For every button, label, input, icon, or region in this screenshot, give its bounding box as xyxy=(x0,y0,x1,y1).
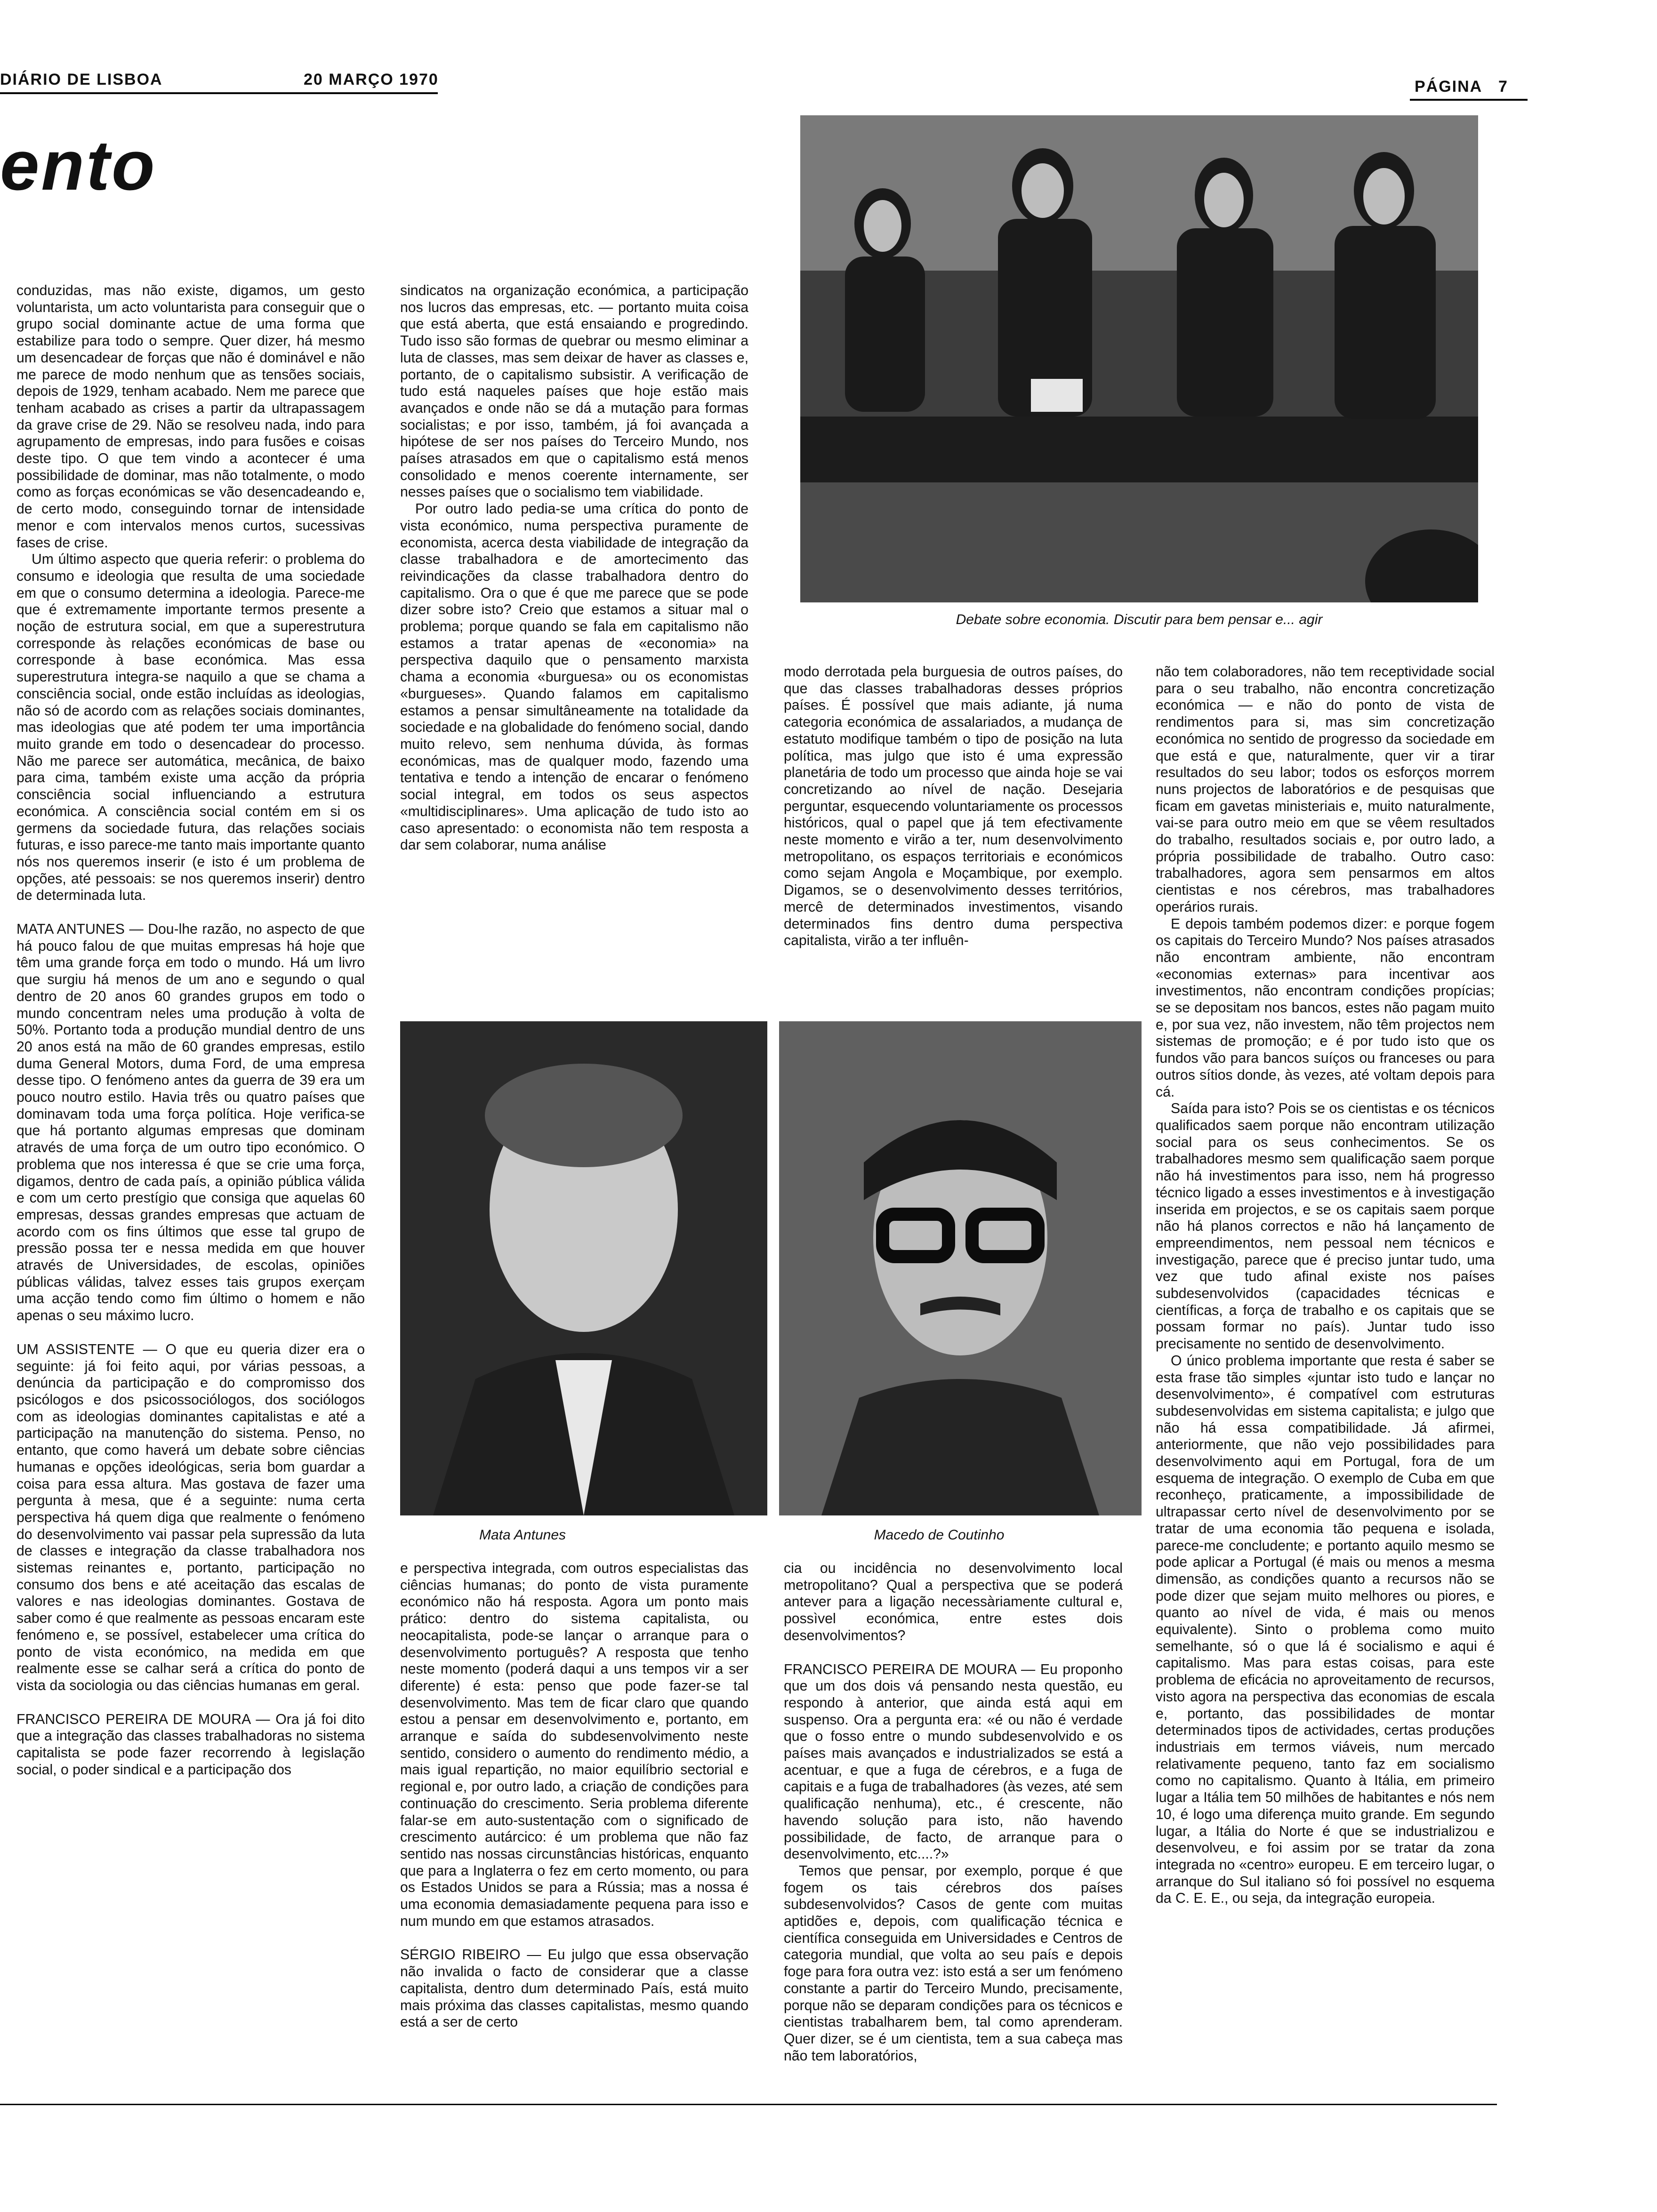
col4-paragraph: O único problema importante que resta é saber se esta frase tão simples «juntar isto tudo e lançar no desenvolvimento», é compatível com estruturas subdesenvolvidas em sistema capitalista; e julgo que não há essa compatibilidade. Já afirmei, anteriormente, que não vejo possibilidades para desenvolvimento aqui em Portugal, fora de um esquema de integração. O exemplo de Cuba em que reconheço, praticamente, a impossibilidade de ultrapassar certo nível de desenvolvimento por se tratar de uma economia tão pequena e isolada, parece-me concludente; e portanto aquilo mesmo se pode aplicar a Portugal (é mais ou menos a mesma dimensão, as condições quanto a recursos não se pode dizer que sejam muito melhores ou piores, e quanto ao nível de vida, é mais ou menos equivalente). Sinto o problema como muito semelhante, só o que lá é socialismo e aqui é capitalismo. Mas para estas coisas, para este problema de eficácia no aproveitamento de recursos, visto agora na perspectiva das economias de escala e, portanto, das possibilidades de montar determinados tipos de actividades, certas produções industriais em termos viáveis, num mercado relativamente pequeno, tanto faz em socialismo como no capitalismo. Quanto à Itália, em primeiro lugar a Itália tem 50 milhões de habitantes e nós nem 10, é logo uma diferença muito grande. Em segundo lugar, a Itália do Norte é que se industrializou e desenvolveu, e foi assim por se tratar da zona integrada no «centro» europeu. E em terceiro lugar, o arranque do Sul italiano só foi possível no esquema da C. E. E., ou seja, da integração europeia. xyxy=(1156,1353,1495,1907)
column-1 xyxy=(16,282,365,2090)
issue-date: 20 MARÇO 1970 xyxy=(304,71,439,88)
column-2-top xyxy=(400,282,748,1017)
column-3-top xyxy=(784,664,1123,1017)
col2-paragraph: sindicatos na organização económica, a participação nos lucros das empresas, etc. — portanto muita coisa que está aberta, que está ensaiando e progredindo. Tudo isso são formas de quebrar ou mesmo eliminar a luta de classes, mas sem deixar de haver as classes e, portanto, de o capitalismo subsistir. A verificação de tudo está naqueles países que hoje estão mais avançados e onde não se dá a mutação para formas socialistas; e por isso, também, já foi avançada a hipótese de ser nos países do Terceiro Mundo, nos países atrasados em que o capitalismo está menos consolidado e menos coerente internamente, ser nesses países que o socialismo tem viabilidade. xyxy=(400,283,748,500)
headline-fragment: ento xyxy=(0,126,157,205)
debate-photo xyxy=(800,115,1478,602)
col1-speaker-mata-antunes: MATA ANTUNES — Dou-lhe razão, no aspecto de que há pouco falou de que muitas empresas há hoje que têm uma grande força em todo o mundo. Há um livro que surgiu há menos de um ano e segundo o qual dentro de 20 anos 60 grandes grupos em todo o mundo concentram neles uma produção à volta de 50%. Portanto toda a produção mundial dentro de uns 20 anos está na mão de 60 grandes empresas, estilo duma General Motors, duma Ford, de uma empresa desse tipo. O fenómeno antes da guerra de 39 era um pouco noutro estilo. Havia três ou quatro países que dominavam toda uma força política. Hoje verifica-se que há portanto algumas empresas que dominam através de uma força de um outro tipo económico. O problema que nos interessa é que se crie uma força, digamos, dentro de cada país, a opinião pública válida e com um certo prestígio que consiga que aquelas 60 empresas, dessas grandes empresas que actuam de acordo com os fins últimos que esse tal grupo de pressão possa ter e nessa medida em que houver através de Universidades, de escolas, opiniões públicas válidas, talvez esses tais grupos exerçam uma acção tendo como fim último o homem e não apenas o seu máximo lucro. xyxy=(16,922,365,1324)
right-portrait-caption: Macedo de Coutinho xyxy=(874,1527,1005,1543)
header-rule-right xyxy=(1410,99,1528,101)
col3-speaker-pereira-de-moura: FRANCISCO PEREIRA DE MOURA — Eu proponho que um dos dois vá pensando nesta questão, eu respondo à anterior, que ainda está aqui em suspenso. Ora a pergunta era: «é ou não é verdade que o fosso entre o mundo subdesenvolvido e os países mais avançados e industrializados se está a acentuar, e que a fuga de cérebros, e a fuga de capitais e a fuga de trabalhadores (às vezes, até sem qualificação nenhuma), etc., é crescente, não havendo solução para isto, não havendo possibilidade, de facto, de arranque para o desenvolvimento, etc....?» xyxy=(784,1661,1123,1862)
top-photo-caption: Debate sobre economia. Discutir para bem pensar e... agir xyxy=(956,612,1323,627)
col2-paragraph: Por outro lado pedia-se uma crítica do ponto de vista económico, numa perspectiva puramente de economista, acerca desta viabilidade de integração da classe trabalhadora e de amortecimento das reivindicações da classe trabalhadora dentro do capitalismo. Ora o que é que me parece que se pode dizer sobre isto? Creio que estamos a situar mal o problema; porque quando se fala em capitalismo não estamos a tratar apenas de «economia» na perspectiva daquilo que o pensamento marxista chama a economia «burguesa» ou os economistas «burgueses». Quando falamos em capitalismo estamos a pensar simultâneamente na totalidade da sociedade e na globalidade do fenómeno social, dando muito relevo, sem nenhuma dúvida, às formas económicas, mas de qualquer modo, fazendo uma tentativa e tendo a intenção de encarar o fenómeno social integral, em todos os seus aspectos «multidisciplinares». Uma aplicação de tudo isto ao caso apresentado: o economista não tem resposta a dar sem colaborar, numa análise xyxy=(400,501,748,853)
column-4 xyxy=(1156,664,1495,2094)
col4-paragraph: Saída para isto? Pois se os cientistas e os técnicos qualificados saem porque não encontram utilização social para os seus conhecimentos. Se os trabalhadores mesmo sem qualificação saem porque não há investimentos para isso, nem há progresso técnico ligado a esses investimentos e à investigação inserida em projectos, e se os capitais saem porque não há planos correctos e não há lançamento de empreendimentos, nem pessoal nem técnicos e investigação, parece que é preciso juntar tudo, uma vez que tudo afinal existe nos países subdesenvolvidos (capacidades técnicas e científicas, a força de trabalho e os capitais que se possam formar no país). Juntar tudo isso precisamente no sentido de desenvolvimento. xyxy=(1156,1101,1495,1352)
col2-bottom-paragraph: e perspectiva integrada, com outros especialistas das ciências humanas; do ponto de vista puramente económico não há resposta. Agora um ponto mais prático: dentro do sistema capitalista, ou neocapitalista, pode-se lançar o arranque para o desenvolvimento português? A resposta que tenho neste momento (poderá daqui a uns tempos vir a ser diferente) é esta: penso que pode fazer-se tal desenvolvimento. Mas tem de ficar claro que quando estou a pensar em desenvolvimento e, portanto, em arranque e saída do subdesenvolvimento neste sentido, considero o aumento do rendimento médio, a mais igual repartição, no maior equilíbrio sectorial e regional e, por outro lado, a criação de condições para continuação do crescimento. Seria problema diferente falar-se em auto-sustentação com o significado de crescimento autárcico: é um problema que não faz sentido nas nossas circunstâncias históricas, enquanto que para a Inglaterra o fez em certo momento, ou para os Estados Unidos se para a Rússia; mas a nossa é uma economia demasiadamente pequena para isso e num mundo em que estamos atrasados. xyxy=(400,1561,748,1929)
column-3-bottom xyxy=(784,1560,1123,2097)
portrait-illustration xyxy=(400,1021,767,1515)
portrait-illustration xyxy=(779,1021,1142,1515)
col2-speaker-sergio-ribeiro: SÉRGIO RIBEIRO — Eu julgo que essa observação não invalida o facto de considerar que a classe capitalista, dentro dum determinado País, está muito mais próxima das classes capitalistas, mesmo quando está a ser de certo xyxy=(400,1947,748,2030)
left-portrait-caption: Mata Antunes xyxy=(479,1527,566,1543)
newspaper-name: DIÁRIO DE LISBOA xyxy=(0,71,163,88)
col3-bottom-paragraph: Temos que pensar, por exemplo, porque é que fogem os tais cérebros dos países subdesenvolvidos? Casos de gente com muitas aptidões e, depois, com qualificação técnica e científica conseguida em Universidades e Centros de categoria mundial, que volta ao seu país e depois foge para fora outra vez: isto está a ser um fenómeno constante a partir do Terceiro Mundo, precisamente, porque não se deparam condições para os técnicos e cientistas trabalharem bem, tal como aprenderam. Quer dizer, se é um cientista, tem a sua cabeça mas não tem laboratórios, xyxy=(784,1863,1123,2064)
col1-paragraph: Um último aspecto que queria referir: o problema do consumo e ideologia que resulta de uma sociedade em que o consumo determina a ideologia. Parece-me que é extremamente importante termos presente a noção de estrutura social, em que a superestrutura corresponde às relações económicas de base ou corresponde à base económica. Mas essa superestrutura integra-se naquilo a que se chama a consciência social, onde estão incluídas as ideologias, não só de acordo com as relações sociais dominantes, mas ideologias que até podem ter uma importância muito grande em todo o desencadear do processo. Não me parece ser automática, mecânica, de baixo para cima, também existe uma acção da própria consciência social influenciando a estrutura económica. A consciência social contém em si os germens da sociedade futura, das relações sociais futuras, e isso parece-me tanto mais importante quanto nós nos queremos inserir (e isto é um problema de opções, até pessoais: se nos queremos inserir) dentro de determinada luta. xyxy=(16,552,365,904)
col1-speaker-pereira-de-moura: FRANCISCO PEREIRA DE MOURA — Ora já foi dito que a integração das classes trabalhadoras no sistema capitalista se pode fazer recorrendo à legislação social, o poder sindical e a participação dos xyxy=(16,1711,365,1778)
column-2-bottom xyxy=(400,1560,748,2097)
portrait-mata-antunes xyxy=(400,1021,767,1515)
col4-paragraph: não tem colaboradores, não tem receptividade social para o seu trabalho, não encontra concretização económica — e não do ponto de vista de rendimentos para si, mas sim concretização económica no sentido de progresso da sociedade em que está e que, naturalmente, quer vir a tirar resultados do seu labor; todos os esforços morrem nuns projectos de laboratórios e de pesquisas que ficam em gavetas ministeriais e, muito naturalmente, vai-se para outro meio em que se vêem resultados do trabalho, resultados sociais e, por outro lado, a própria possibilidade de trabalho. Outro caso: trabalhadores, agora sem pensarmos em altos cientistas e nos cérebros, mas trabalhadores operários rurais. xyxy=(1156,664,1495,915)
col1-paragraph: conduzidas, mas não existe, digamos, um gesto voluntarista, um acto voluntarista para conseguir que o grupo social dominante actue de uma forma que estabilize para todo o sempre. Quer dizer, há mesmo um desencadear de forças que não é dominável e não me parece de modo nenhum que as tensões sociais, depois de 1929, tenham acabado. Nem me parece que tenham acabado as crises a partir da ultrapassagem da grave crise de 29. Não se resolveu nada, indo para agrupamento de empresas, indo para fusões e coisas deste tipo. O que tem vindo a acontecer é uma possibilidade de dominar, mas não totalmente, o modo como as forças económicas se vão desencadeando e, de certo modo, conseguindo tornar de intensidade menor e com intervalos menos curtos, sucessivas fases de crise. xyxy=(16,283,365,551)
portrait-macedo-de-coutinho xyxy=(779,1021,1142,1515)
debate-illustration xyxy=(800,115,1478,602)
footer-rule xyxy=(0,2104,1497,2105)
page-label: PÁGINA xyxy=(1415,78,1483,96)
col1-speaker-assistente: UM ASSISTENTE — O que eu queria dizer era o seguinte: já foi feito aqui, por várias pessoas, a denúncia da participação e do compromisso dos psicólogos e dos psicossociólogos, dos sociólogos com as ideologias dominantes capitalistas e até a participação na manutenção do sistema. Penso, no entanto, que como haverá um debate sobre ciências humanas e opções ideológicas, seria bom guardar a coisa para essa altura. Mas gostava de fazer uma pergunta à mesa, que é a seguinte: numa certa perspectiva há quem diga que realmente o fenómeno do desenvolvimento vai passar pela supressão da luta de classes e integração da classe trabalhadora nos sistemas reinantes e, portanto, participação no consumo dos bens e até aceitação das escalas de valores e nas ideologias dominantes. Gostava de saber como é que realmente as pessoas encaram este fenómeno e, se possível, estabelecer uma crítica do ponto de vista económico, na medida em que realmente esse se calhar será a crítica do ponto de vista da sociologia ou das ciências humanas em geral. xyxy=(16,1341,365,1693)
col3-bottom-paragraph: cia ou incidência no desenvolvimento local metropolitano? Qual a perspectiva que se poderá antever para a ligação necessàriamente cultural e, possìvel económica, entre estes dois desenvolvimentos? xyxy=(784,1561,1123,1643)
page-number: 7 xyxy=(1498,78,1508,96)
header-rule xyxy=(0,92,438,94)
col3-paragraph: modo derrotada pela burguesia de outros países, do que das classes trabalhadoras desses próprios países. É possível que mais adiante, já numa categoria económica de assalariados, a mudança de estatuto modifique também o tipo de posição na luta política, mas julgo que isto é uma expressão planetária de todo um processo que ainda hoje se vai concretizando ao nível de nação. Desejaria perguntar, esquecendo voluntariamente os processos históricos, qual o papel que já tem efectivamente neste momento e virão a ter, num desenvolvimento metropolitano, os espaços territoriais e económicos como sejam Angola e Moçambique, por exemplo. Digamos, se o desenvolvimento desses territórios, mercê de determinados investimentos, visando determinados fins dentro duma perspectiva capitalista, virão a ter influên- xyxy=(784,664,1123,949)
col4-paragraph: E depois também podemos dizer: e porque fogem os capitais do Terceiro Mundo? Nos países atrasados não encontram ambiente, não encontram «economias externas» para incentivar aos investimentos, não encontram condições propícias; se se depositam nos bancos, estes não pagam muito e, por sua vez, não investem, não têm projectos nem sistemas de promoção; e é por tudo isto que os fundos vão para bancos suíços ou franceses ou para outros sítios donde, às vezes, até voltam depois para cá. xyxy=(1156,916,1495,1100)
